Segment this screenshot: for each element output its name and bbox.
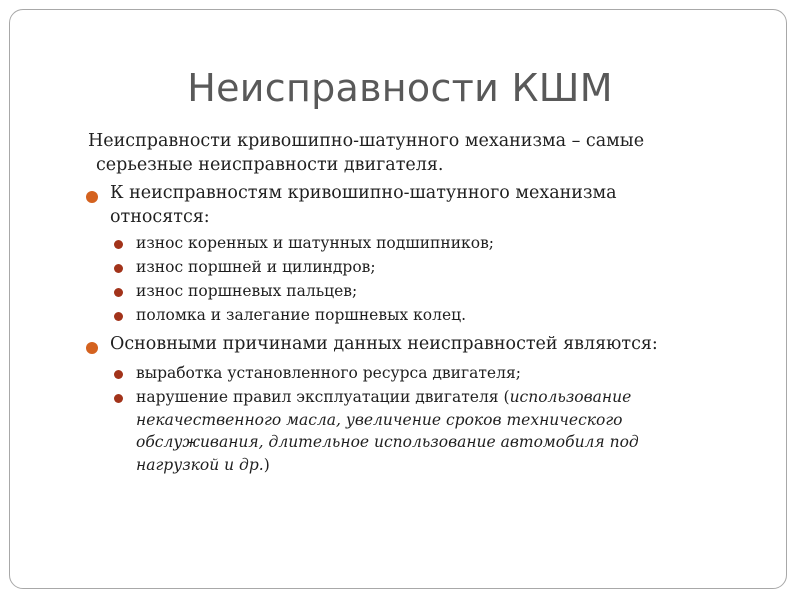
intro-line-1: Неисправности кривошипно-шатунного механизма – самые — [88, 131, 645, 151]
bullet-item-1 — [110, 181, 750, 229]
sub-bullet-line — [136, 454, 746, 477]
sub-bullet-dot-icon — [114, 394, 123, 403]
sub-bullet-item: поломка и залегание поршневых колец. — [136, 306, 467, 324]
sub-bullet-item: выработка установленного ресурса двигателя; — [136, 364, 521, 382]
sub-bullet-item: износ поршней и цилиндров; — [136, 258, 376, 276]
bullet-item-2: Основными причинами данных неисправностей являются: — [110, 334, 658, 354]
sub-bullet-line: обслуживания, длительное использование автомобиля под — [136, 433, 639, 451]
sub-bullet-item: износ поршневых пальцев; — [136, 282, 358, 300]
bullet-item-1-line-1: К неисправностям кривошипно-шатунного механизма — [110, 183, 617, 203]
plain-text: ) — [263, 455, 270, 474]
sub-bullet-item-multiline — [136, 386, 746, 476]
sub-bullet-dot-icon — [114, 240, 123, 249]
bullet-dot-icon — [86, 342, 98, 354]
intro-line-2: серьезные неисправности двигателя. — [96, 155, 444, 175]
sub-bullet-line: некачественного масла, увеличение сроков технического — [136, 410, 623, 429]
sub-bullet-dot-icon — [114, 264, 123, 273]
italic-text: нагрузкой и др. — [136, 455, 264, 474]
italic-text: использование — [509, 388, 632, 406]
sub-bullet-dot-icon — [114, 370, 123, 379]
slide-title: Неисправности КШМ — [187, 66, 613, 110]
sub-bullet-dot-icon — [114, 312, 123, 321]
plain-text: нарушение правил эксплуатации двигателя ( — [136, 388, 510, 406]
bullet-item-1-line-2: относятся: — [110, 207, 210, 227]
sub-bullet-line — [136, 386, 746, 409]
sub-bullet-dot-icon — [114, 288, 123, 297]
sub-bullet-item: износ коренных и шатунных подшипников; — [136, 234, 495, 252]
intro-paragraph — [88, 129, 728, 177]
bullet-dot-icon — [86, 191, 98, 203]
